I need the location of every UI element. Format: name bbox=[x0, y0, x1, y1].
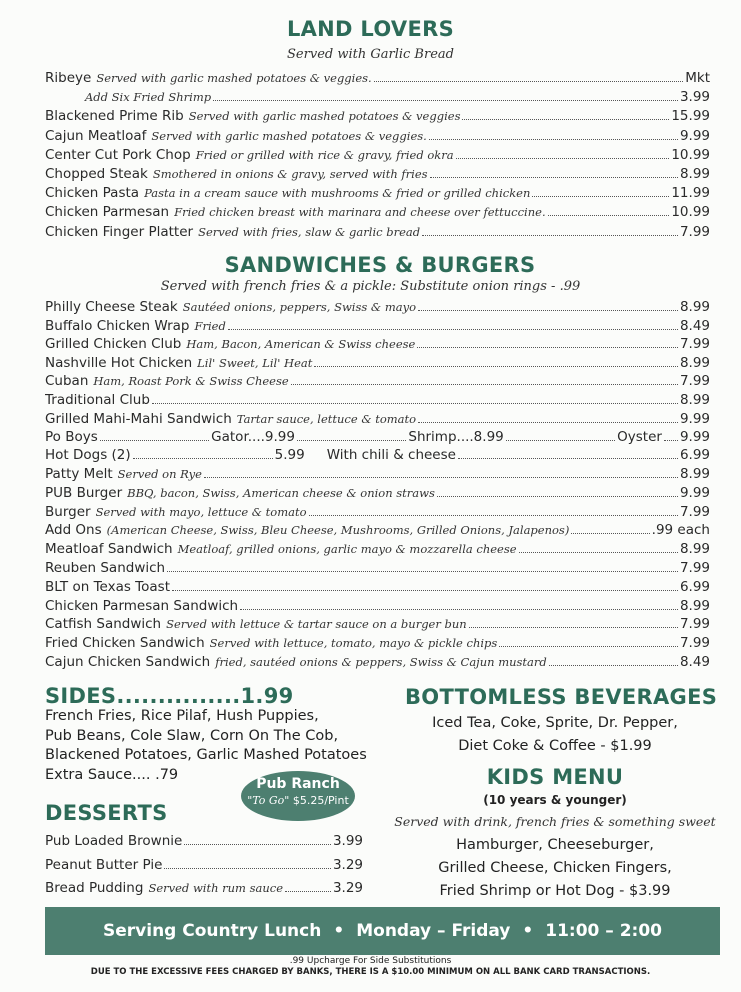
item-price: 8.99 bbox=[679, 166, 710, 182]
item-price: 9.99 bbox=[679, 410, 710, 427]
pub-ranch-title: Pub Ranch bbox=[256, 776, 340, 792]
item-price: 3.99 bbox=[679, 89, 710, 106]
item-price: 7.99 bbox=[679, 616, 710, 633]
leader-dots bbox=[374, 81, 684, 82]
menu-row bbox=[45, 833, 363, 851]
land-lovers-title: LAND LOVERS bbox=[286, 17, 455, 41]
item-name: Grilled Chicken Club bbox=[45, 336, 182, 353]
item-name: Burger bbox=[45, 503, 91, 520]
item-name: Chicken Pasta bbox=[45, 185, 140, 202]
item-description: Served with mayo, lettuce & tomato bbox=[95, 504, 307, 519]
leader-dots bbox=[213, 100, 678, 101]
pub-ranch-price-line bbox=[241, 794, 355, 807]
land-lovers-subtitle: Served with Garlic Bread bbox=[287, 47, 454, 62]
leader-dots bbox=[309, 515, 678, 516]
menu-row bbox=[45, 355, 710, 373]
item-name: Cajun Meatloaf bbox=[45, 127, 147, 144]
text-line: Diet Coke & Coffee - $1.99 bbox=[458, 738, 652, 754]
menu-row bbox=[45, 299, 710, 317]
pub-ranch-price: $5.25/Pint bbox=[292, 794, 349, 807]
item-description: Served with rum sauce bbox=[148, 881, 284, 895]
item-description: Tartar sauce, lettuce & tomato bbox=[236, 411, 417, 426]
upcharge-note: .99 Upcharge For Side Substitutions bbox=[289, 956, 452, 966]
item-name: Center Cut Pork Chop bbox=[45, 146, 191, 163]
item-name: Po Boys bbox=[45, 429, 98, 445]
item-price: 15.99 bbox=[671, 108, 710, 125]
menu-row bbox=[45, 635, 710, 653]
sandwiches-subtitle: Served with french fries & a pickle: Substitute onion rings - .99 bbox=[160, 279, 581, 294]
leader-dots bbox=[437, 496, 678, 497]
menu-row bbox=[45, 598, 710, 616]
desserts-title: DESSERTS bbox=[45, 801, 168, 825]
menu-row bbox=[45, 857, 363, 875]
leader-dots bbox=[164, 868, 331, 869]
item-price: 8.99 bbox=[679, 466, 710, 482]
item-name: Buffalo Chicken Wrap bbox=[45, 317, 190, 334]
item-price: 10.99 bbox=[671, 204, 710, 221]
hot-dogs-chili-cheese: With chili & cheese bbox=[326, 447, 456, 463]
leader-dots bbox=[462, 119, 669, 120]
item-description: Served on Rye bbox=[117, 467, 202, 481]
pub-ranch-badge bbox=[241, 771, 355, 821]
item-price: 6.99 bbox=[679, 578, 710, 595]
menu-row bbox=[45, 522, 710, 540]
lunch-hours: 11:00 – 2:00 bbox=[545, 921, 662, 941]
sides-title: SIDES...............1.99 bbox=[45, 684, 294, 708]
item-name: Chopped Steak bbox=[45, 166, 148, 182]
item-price: 7.99 bbox=[679, 373, 710, 390]
item-description: Served with garlic mashed potatoes & veggies. bbox=[151, 128, 427, 143]
po-boy-gator: Gator....9.99 bbox=[211, 429, 295, 445]
text-line: Grilled Cheese, Chicken Fingers, bbox=[438, 860, 672, 876]
item-name: Cuban bbox=[45, 373, 89, 390]
item-price: .99 each bbox=[651, 522, 710, 539]
item-description: Pasta in a cream sauce with mushrooms & fried or grilled chicken bbox=[144, 186, 531, 201]
lunch-label: Serving Country Lunch bbox=[103, 921, 322, 941]
text-line: Hamburger, Cheeseburger, bbox=[456, 837, 654, 853]
item-name: Chicken Finger Platter bbox=[45, 223, 194, 240]
item-name: PUB Burger bbox=[45, 484, 123, 501]
menu-row bbox=[45, 185, 710, 203]
leader-dots bbox=[664, 440, 678, 441]
item-name: Pub Loaded Brownie bbox=[45, 833, 183, 849]
menu-row bbox=[45, 504, 710, 522]
menu-row bbox=[45, 616, 710, 634]
leader-dots bbox=[285, 891, 331, 892]
leader-dots bbox=[571, 533, 649, 534]
item-name: Peanut Butter Pie bbox=[45, 856, 163, 873]
leader-dots bbox=[152, 403, 678, 404]
item-name: Philly Cheese Steak bbox=[45, 299, 178, 315]
item-name: BLT on Texas Toast bbox=[45, 578, 170, 595]
leader-dots bbox=[167, 571, 678, 572]
menu-row bbox=[45, 204, 710, 222]
menu-row bbox=[45, 89, 710, 107]
item-name: Grilled Mahi-Mahi Sandwich bbox=[45, 410, 232, 427]
item-price: 6.99 bbox=[679, 447, 710, 463]
item-description: Lil' Sweet, Lil' Heat bbox=[197, 355, 313, 370]
item-description: Meatloaf, grilled onions, garlic mayo & mozzarella cheese bbox=[177, 542, 517, 557]
item-price: 9.99 bbox=[679, 127, 710, 144]
item-price: 9.99 bbox=[679, 429, 710, 445]
item-description: Fried or grilled with rice & gravy, fried okra bbox=[195, 147, 454, 162]
leader-dots bbox=[429, 139, 678, 140]
item-name: Blackened Prime Rib bbox=[45, 108, 184, 125]
item-price: 7.99 bbox=[679, 223, 710, 240]
pub-ranch-to-go: "To Go" bbox=[247, 794, 290, 807]
item-price: Mkt bbox=[685, 70, 710, 86]
menu-row bbox=[45, 579, 710, 597]
item-description: fried, sautéed onions & peppers, Swiss & Cajun mustard bbox=[215, 655, 547, 669]
item-name: Hot Dogs (2) bbox=[45, 447, 131, 463]
item-description: Ham, Bacon, American & Swiss cheese bbox=[186, 337, 416, 352]
item-description: Served with lettuce & tartar sauce on a burger bun bbox=[166, 617, 467, 632]
item-name: Traditional Club bbox=[45, 392, 150, 408]
item-description: Served with garlic mashed potatoes & veggies bbox=[188, 109, 461, 124]
menu-row bbox=[45, 654, 710, 672]
leader-dots bbox=[469, 627, 678, 628]
leader-dots bbox=[314, 366, 678, 367]
menu-row-hot-dogs bbox=[45, 447, 710, 465]
menu-row bbox=[45, 147, 710, 165]
item-name: Bread Pudding bbox=[45, 880, 144, 896]
item-price: 7.99 bbox=[679, 503, 710, 520]
menu-row bbox=[45, 373, 710, 391]
item-description: Served with lettuce, tomato, mayo & pickle chips bbox=[209, 636, 498, 651]
text-line: French Fries, Rice Pilaf, Hush Puppies, bbox=[45, 708, 319, 724]
item-name: Fried Chicken Sandwich bbox=[45, 635, 205, 652]
lunch-days: Monday – Friday bbox=[356, 921, 511, 941]
item-description: Sautéed onions, peppers, Swiss & mayo bbox=[182, 300, 416, 314]
menu-row bbox=[45, 392, 710, 410]
leader-dots bbox=[506, 440, 615, 441]
leader-dots bbox=[184, 844, 331, 845]
text-line: Extra Sauce.... .79 bbox=[45, 766, 179, 783]
item-name: Chicken Parmesan bbox=[45, 204, 170, 221]
leader-dots bbox=[297, 440, 406, 441]
menu-row bbox=[45, 880, 363, 898]
lunch-hours-banner bbox=[45, 907, 720, 955]
item-name: Cajun Chicken Sandwich bbox=[45, 654, 211, 670]
item-price: 8.99 bbox=[679, 392, 710, 408]
item-price: 8.99 bbox=[679, 597, 710, 614]
bullet: • bbox=[333, 921, 345, 941]
leader-dots bbox=[549, 665, 678, 666]
item-price: 7.99 bbox=[679, 635, 710, 652]
beverages-title: BOTTOMLESS BEVERAGES bbox=[405, 685, 718, 709]
menu-row bbox=[45, 485, 710, 503]
item-description: BBQ, bacon, Swiss, American cheese & onion straws bbox=[127, 485, 435, 500]
item-price: 11.99 bbox=[671, 185, 710, 202]
item-description: Smothered in onions & gravy, served with fries bbox=[152, 167, 428, 181]
item-description: (American Cheese, Swiss, Bleu Cheese, Mushrooms, Grilled Onions, Jalapenos) bbox=[106, 523, 570, 538]
item-name: Nashville Hot Chicken bbox=[45, 354, 193, 371]
menu-row bbox=[45, 318, 710, 336]
hot-dogs-price: 5.99 bbox=[274, 447, 305, 463]
leader-dots bbox=[291, 384, 678, 385]
item-price: 8.49 bbox=[679, 317, 710, 334]
po-boy-shrimp: Shrimp....8.99 bbox=[408, 429, 504, 445]
menu-row bbox=[45, 466, 710, 484]
item-price: 8.99 bbox=[679, 541, 710, 558]
leader-dots bbox=[430, 177, 678, 178]
item-price: 8.49 bbox=[679, 654, 710, 670]
text-line: Pub Beans, Cole Slaw, Corn On The Cob, bbox=[45, 727, 339, 744]
menu-row bbox=[45, 166, 710, 184]
menu-row bbox=[45, 541, 710, 559]
leader-dots bbox=[422, 235, 678, 236]
text-line: Blackened Potatoes, Garlic Mashed Potatoes bbox=[45, 747, 367, 763]
text-line: Iced Tea, Coke, Sprite, Dr. Pepper, bbox=[432, 715, 678, 731]
item-name: Add Ons bbox=[45, 522, 102, 539]
item-description: Served with garlic mashed potatoes & veggies. bbox=[96, 71, 372, 85]
item-name: Patty Melt bbox=[45, 466, 113, 482]
menu-row bbox=[45, 108, 710, 126]
item-price: 8.99 bbox=[679, 299, 710, 315]
menu-row bbox=[45, 560, 710, 578]
leader-dots bbox=[418, 310, 678, 311]
leader-dots bbox=[240, 609, 678, 610]
leader-dots bbox=[456, 158, 670, 159]
menu-row bbox=[45, 70, 710, 88]
item-price: 3.29 bbox=[332, 856, 363, 873]
leader-dots bbox=[418, 422, 678, 423]
kids-age-note: (10 years & younger) bbox=[483, 793, 627, 807]
item-price: 10.99 bbox=[671, 146, 710, 163]
item-price: 3.29 bbox=[332, 880, 363, 896]
item-description: Fried chicken breast with marinara and cheese over fettuccine. bbox=[174, 205, 546, 220]
item-description: Fried bbox=[194, 318, 226, 333]
item-name: Chicken Parmesan Sandwich bbox=[45, 597, 239, 614]
menu-row bbox=[45, 336, 710, 354]
bullet: • bbox=[522, 921, 534, 941]
po-boy-oyster: Oyster bbox=[617, 429, 662, 445]
bank-card-note: DUE TO THE EXCESSIVE FEES CHARGED BY BANKS, THERE IS A $10.00 MINIMUM ON ALL BANK CARD TRANSACTIONS. bbox=[90, 967, 651, 977]
kids-menu-title: KIDS MENU bbox=[486, 765, 624, 789]
item-name: Reuben Sandwich bbox=[45, 560, 166, 576]
leader-dots bbox=[519, 552, 678, 553]
menu-row-po-boys bbox=[45, 429, 710, 447]
leader-dots bbox=[417, 347, 678, 348]
item-description: Ham, Roast Pork & Swiss Cheese bbox=[93, 374, 289, 389]
item-name: Ribeye bbox=[45, 70, 92, 86]
item-description: Add Six Fried Shrimp bbox=[85, 90, 212, 105]
text-line: Fried Shrimp or Hot Dog - $3.99 bbox=[439, 883, 671, 899]
item-price: 7.99 bbox=[679, 560, 710, 576]
leader-dots bbox=[204, 477, 678, 478]
item-price: 8.99 bbox=[679, 354, 710, 371]
leader-dots bbox=[532, 196, 669, 197]
item-name: Meatloaf Sandwich bbox=[45, 541, 173, 558]
leader-dots bbox=[100, 440, 209, 441]
leader-dots bbox=[133, 458, 273, 459]
item-description: Served with fries, slaw & garlic bread bbox=[198, 224, 421, 239]
sandwiches-title: SANDWICHES & BURGERS bbox=[224, 253, 536, 277]
leader-dots bbox=[499, 646, 678, 647]
leader-dots bbox=[172, 590, 678, 591]
menu-row bbox=[45, 224, 710, 242]
item-price: 7.99 bbox=[679, 336, 710, 353]
leader-dots bbox=[548, 215, 670, 216]
menu-row bbox=[45, 128, 710, 146]
kids-subtitle: Served with drink, french fries & something sweet bbox=[394, 814, 716, 829]
item-price: 3.99 bbox=[332, 833, 363, 849]
item-name: Catfish Sandwich bbox=[45, 616, 162, 633]
leader-dots bbox=[458, 458, 678, 459]
menu-row bbox=[45, 411, 710, 429]
item-price: 9.99 bbox=[679, 484, 710, 501]
leader-dots bbox=[228, 329, 678, 330]
